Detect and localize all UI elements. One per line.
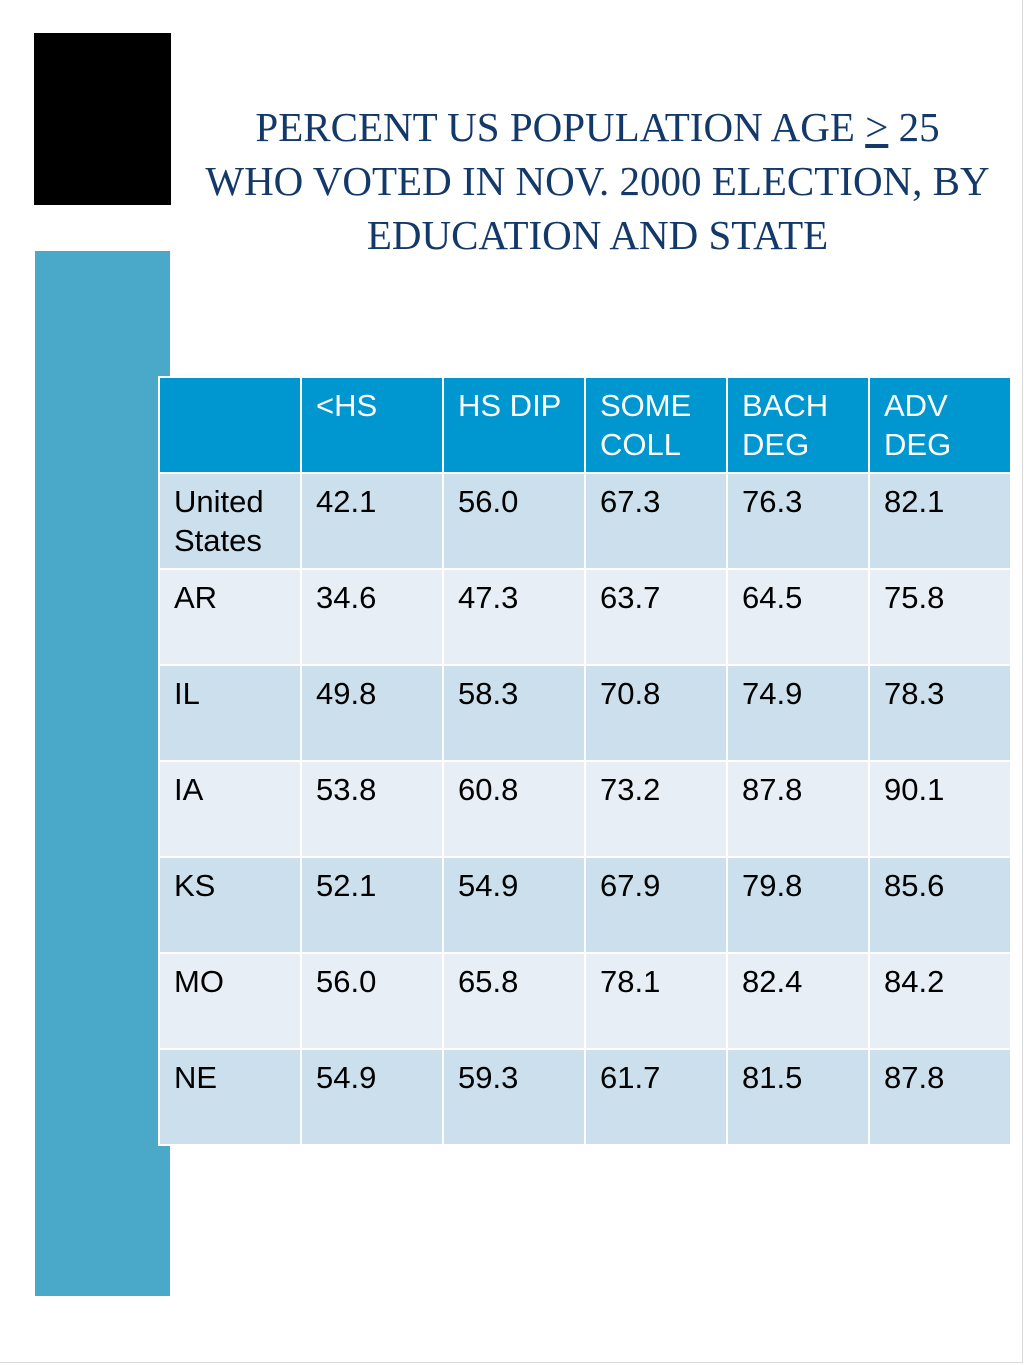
- table-cell: 54.9: [301, 1049, 443, 1145]
- table-cell: 67.3: [585, 473, 727, 569]
- row-label: MO: [159, 953, 301, 1049]
- header-cell-corner: [159, 377, 301, 473]
- header-cell-some-coll: SOME COLL: [585, 377, 727, 473]
- table-cell: 73.2: [585, 761, 727, 857]
- table-cell: 65.8: [443, 953, 585, 1049]
- row-label: IA: [159, 761, 301, 857]
- table-cell: 60.8: [443, 761, 585, 857]
- table-cell: 61.7: [585, 1049, 727, 1145]
- table-row: [159, 857, 1011, 953]
- title-prefix: PERCENT US POPULATION AGE: [255, 104, 866, 150]
- header-cell-adv-deg: ADV DEG: [869, 377, 1011, 473]
- row-label: AR: [159, 569, 301, 665]
- table-cell: 70.8: [585, 665, 727, 761]
- table-cell: 82.1: [869, 473, 1011, 569]
- title-rest: WHO VOTED IN NOV. 2000 ELECTION, BY EDUCATION AND STATE: [205, 158, 990, 258]
- table-cell: 56.0: [301, 953, 443, 1049]
- header-cell-hs-dip: HS DIP: [443, 377, 585, 473]
- header-cell-less-hs: <HS: [301, 377, 443, 473]
- greater-equal-symbol: >: [865, 104, 889, 150]
- table-cell: 67.9: [585, 857, 727, 953]
- corner-block: [34, 33, 171, 205]
- row-label: NE: [159, 1049, 301, 1145]
- title-suffix: 25: [888, 104, 940, 150]
- table-cell: 90.1: [869, 761, 1011, 857]
- table-cell: 53.8: [301, 761, 443, 857]
- table-cell: 56.0: [443, 473, 585, 569]
- table-row: [159, 761, 1011, 857]
- slide-title: [200, 100, 995, 262]
- table-row: [159, 569, 1011, 665]
- table-cell: 49.8: [301, 665, 443, 761]
- table-cell: 58.3: [443, 665, 585, 761]
- table-cell: 78.3: [869, 665, 1011, 761]
- table-cell: 84.2: [869, 953, 1011, 1049]
- row-label: United States: [159, 473, 301, 569]
- table-cell: 78.1: [585, 953, 727, 1049]
- table-row: [159, 953, 1011, 1049]
- row-label: IL: [159, 665, 301, 761]
- table-cell: 81.5: [727, 1049, 869, 1145]
- table-cell: 63.7: [585, 569, 727, 665]
- voting-table: [158, 376, 1012, 1146]
- header-row: [159, 377, 1011, 473]
- table-row: [159, 1049, 1011, 1145]
- table-cell: 87.8: [727, 761, 869, 857]
- row-label: KS: [159, 857, 301, 953]
- table-row: [159, 665, 1011, 761]
- table-cell: 64.5: [727, 569, 869, 665]
- table-cell: 47.3: [443, 569, 585, 665]
- table-cell: 34.6: [301, 569, 443, 665]
- table-cell: 87.8: [869, 1049, 1011, 1145]
- table-cell: 59.3: [443, 1049, 585, 1145]
- table-cell: 75.8: [869, 569, 1011, 665]
- table-cell: 85.6: [869, 857, 1011, 953]
- table-cell: 52.1: [301, 857, 443, 953]
- table-row: [159, 473, 1011, 569]
- table-cell: 79.8: [727, 857, 869, 953]
- table-cell: 76.3: [727, 473, 869, 569]
- table-cell: 54.9: [443, 857, 585, 953]
- header-cell-bach-deg: BACH DEG: [727, 377, 869, 473]
- table-cell: 82.4: [727, 953, 869, 1049]
- side-accent-bar: [35, 251, 170, 1296]
- table-cell: 74.9: [727, 665, 869, 761]
- table-cell: 42.1: [301, 473, 443, 569]
